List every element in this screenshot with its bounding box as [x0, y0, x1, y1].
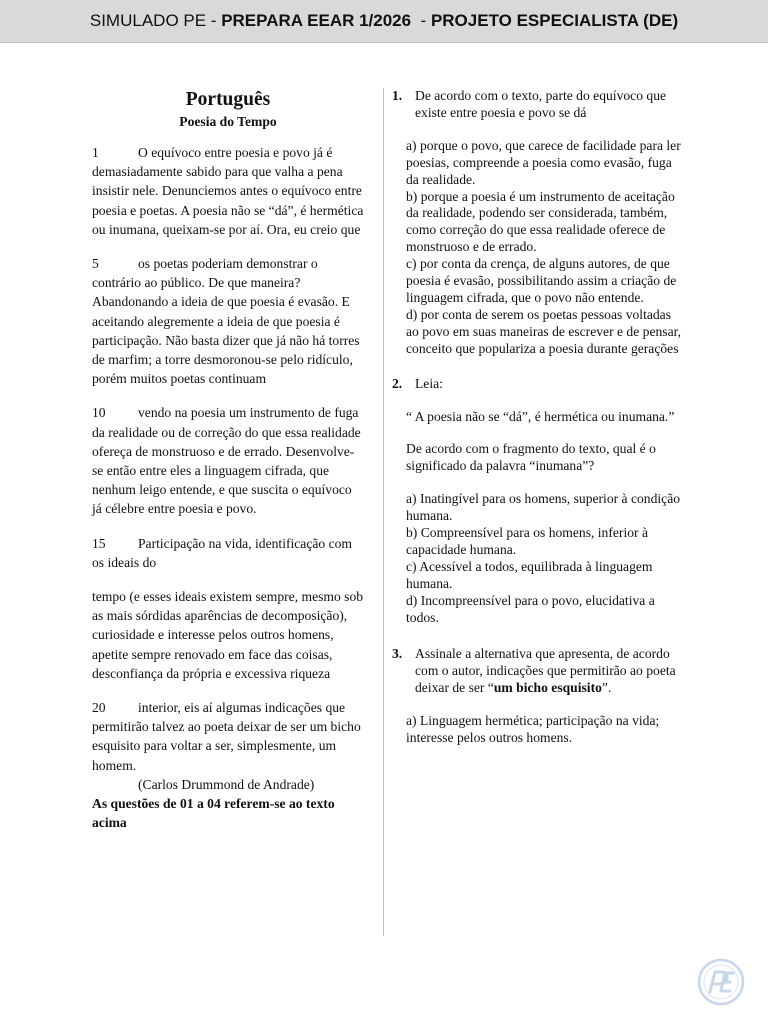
stem-text-end: ”. — [601, 680, 612, 696]
questions-column — [392, 88, 682, 763]
question-3 — [392, 646, 682, 747]
stem-emphasis: um bicho esquisito — [493, 680, 602, 696]
line-number: 10 — [92, 405, 106, 421]
stem-text: Assinale a alternativa que apresenta, de acordo com o autor, indicações que permitirão ao poeta deixar de ser “ — [415, 646, 676, 696]
question-stem: De acordo com o texto, parte do equívoco que existe entre poesia e povo se dá — [415, 88, 667, 120]
question-2 — [392, 376, 682, 627]
text-title: Poesia do Tempo — [179, 114, 277, 129]
author-credit: (Carlos Drummond de Andrade) — [138, 776, 315, 792]
text-paragraph — [92, 254, 364, 388]
question-options — [392, 491, 682, 626]
text-paragraph — [92, 143, 364, 239]
subject-title: Português — [185, 89, 271, 110]
option-a[interactable]: a) porque o povo, que carece de facilidade para ler poesias, compreende a poesia como evasão, fuga da realidade. — [406, 137, 681, 187]
question-options — [392, 713, 682, 747]
text-paragraph — [92, 698, 364, 775]
option-c[interactable]: c) por conta da crença, de alguns autores, de que poesia é evasão, possibilitando assim a criação de linguagem cifrada, que o povo não entende. — [406, 256, 677, 305]
paragraph-text: interior, eis aí algumas indicações que permitirão talvez ao poeta deixar de ser um bicho esquisito para voltar a ser, simplesmente, um homem. — [92, 700, 361, 773]
quoted-fragment: “ A poesia não se “dá”, é hermética ou inumana.” — [406, 408, 675, 424]
page-header — [0, 0, 768, 43]
header-prefix: SIMULADO PE - — [89, 11, 222, 30]
option-d[interactable]: d) Incompreensível para o povo, elucidativa a todos. — [406, 592, 655, 625]
question-stem — [415, 646, 682, 697]
question-number: 2. — [392, 375, 403, 391]
line-number: 15 — [92, 535, 106, 551]
option-a[interactable]: a) Linguagem hermética; participação na vida; interesse pelos outros homens. — [406, 713, 660, 746]
paragraph-text: vendo na poesia um instrumento de fuga da realidade ou de correção do que essa realidade ofereça de monstruoso e de errado. Desenvolve-se então entre eles a linguagem cifrada, que nenhum leigo entende, e que suscita o equívoco já célebre entre poesia e povo. — [92, 405, 361, 517]
line-number: 5 — [92, 256, 99, 272]
text-paragraph-continuation: tempo (e esses ideais existem sempre, mesmo sob as mais sórdidas aparências de decomposição), curiosidade e interesse pelos outros homens, apetite sempre renovado em face das coisas, desconfiança da própria e excessiva riqueza — [92, 589, 364, 681]
question-1 — [392, 88, 682, 358]
line-number: 1 — [92, 145, 99, 160]
column-divider — [383, 88, 384, 936]
question-number: 1. — [392, 88, 403, 103]
option-a[interactable]: a) Inatingível para os homens, superior à condição humana. — [406, 491, 681, 524]
question-number: 3. — [392, 646, 403, 662]
option-c[interactable]: c) Acessível a todos, equilibrada à linguagem humana. — [406, 558, 653, 591]
text-paragraph — [92, 534, 364, 572]
paragraph-text: Participação na vida, identificação com os ideais do — [92, 535, 353, 570]
header-separator: - — [411, 11, 431, 30]
questions-note: As questões de 01 a 04 referem-se ao texto acima — [92, 796, 335, 831]
paragraph-text: os poetas poderiam demonstrar o contrário ao público. De que maneira? Abandonando a ideia de que poesia é evasão. E aceitando alegremente a ideia de que poesia é participação. Não basta dizer que já não há torres de marfim; a torre desmoronou-se pelo ridículo, porém muitos poetas continuam — [92, 256, 360, 387]
paragraph-text: O equívoco entre poesia e povo já é demasiadamente sabido para que valha a pena insistir nele. Denunciemos antes o equívoco entre poesia e poetas. A poesia não se “dá”, é hermética ou inumana, queixam-se por aí. Ora, eu creio que — [92, 145, 364, 237]
text-paragraph — [92, 403, 364, 518]
option-b[interactable]: b) porque a poesia é um instrumento de aceitação da realidade, podendo ser considerada, também, como correção do que essa realidade oferece de monstruoso e de errado. — [406, 188, 675, 255]
line-number: 20 — [92, 700, 106, 716]
text-column — [92, 88, 364, 833]
header-project-name: PROJETO ESPECIALISTA (DE) — [430, 11, 679, 30]
option-d[interactable]: d) por conta de serem os poetas pessoas voltadas ao povo em suas maneiras de escrever e de pensar, conceito que populariza a poesia durante gerações — [406, 306, 681, 356]
header-exam-name: PREPARA EEAR 1/2026 — [221, 11, 412, 30]
question-options — [392, 138, 682, 358]
option-b[interactable]: b) Compreensível para os homens, inferior à capacidade humana. — [406, 525, 648, 557]
question-prompt: De acordo com o fragmento do texto, qual é o significado da palavra “inumana”? — [406, 441, 656, 474]
pe-logo-watermark-icon — [697, 958, 745, 1006]
question-stem: Leia: — [415, 375, 443, 391]
